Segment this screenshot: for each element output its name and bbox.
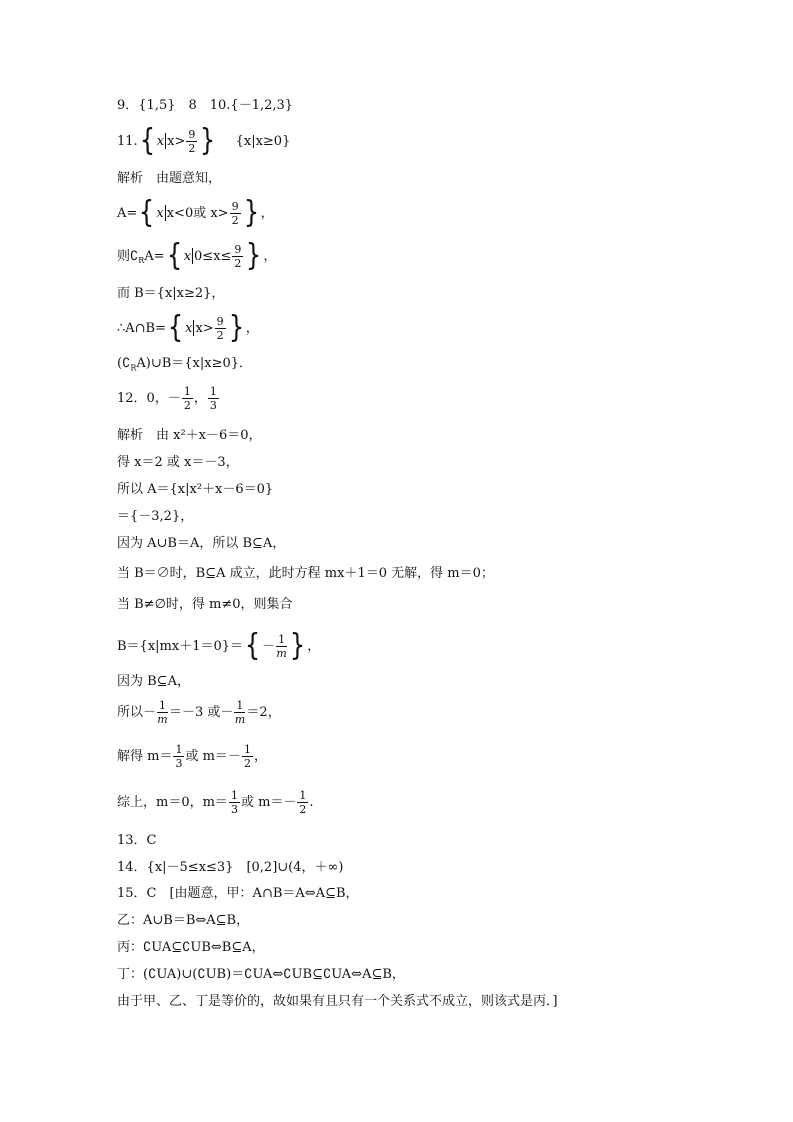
analysis-12-line-1: 解析 由 x²＋x－6＝0， xyxy=(117,428,262,443)
analysis-12-line-4: ＝{－3,2}， xyxy=(117,509,194,524)
complement-a: 则$∁_RA=${ x 0≤x≤ $\frac{9}{2}$ } ， xyxy=(117,238,277,273)
analysis-12-line-2: 得 x＝2 或 x＝－3， xyxy=(117,455,239,470)
fraction: $\frac{9}{2}$ xyxy=(188,127,196,155)
conclusion-line: 由于甲、乙、丁是等价的，故如果有且只有一个关系式不成立，则该式是丙．] xyxy=(117,994,558,1009)
analysis-12-line-3: 所以 A＝{x|x²＋x－6＝0} xyxy=(117,482,274,497)
analysis-12-line-6: 当 B＝∅时，B⊆A 成立，此时方程 mx＋1＝0 无解，得 m＝0； xyxy=(117,566,494,581)
answer-14: 14．{x|－5≤x≤3} [0,2]∪(4，＋∞) xyxy=(117,860,344,875)
solve-line: 解得 m＝ $\frac{1}{3}$ 或 m＝－ $\frac{1}{2}$ ， xyxy=(117,743,267,770)
statement-yi: 乙：A∪B＝B⇔A⊆B， xyxy=(117,913,250,928)
set-b-definition: 而 B＝{x|x≥2}， xyxy=(117,286,225,301)
statement-ding: 丁：(∁UA)∪(∁UB)＝∁UA⇔∁UB⊆∁UA⇔A⊆B， xyxy=(117,967,405,982)
right-brace: } xyxy=(200,123,216,158)
union-line: $(∁_RA)\cup B=\{x|x\ge 0\}$． xyxy=(117,356,253,373)
answers-9-10: 9．{1,5} 8 10.{－1,2,3} xyxy=(117,98,294,113)
because-line: 因为 B⊆A， xyxy=(117,674,190,689)
set-b-mx: B＝{x|mx＋1＝0}＝{ － $\frac{1}{m}$ } ， xyxy=(117,628,321,663)
statement-bing: 丙：∁UA⊆∁UB⇔B⊆A， xyxy=(117,940,265,955)
summary-line: 综上，m＝0，m＝ $\frac{1}{3}$ 或 m＝－ $\frac{1}{2}$ . xyxy=(117,789,314,816)
analysis-12-line-7: 当 B≠∅时，得 m≠0，则集合 xyxy=(117,597,293,612)
so-line: 所以－ $\frac{1}{m}$ ＝－3 或－ $\frac{1}{m}$ ＝2， xyxy=(117,699,281,726)
intersection-a-b: ∴A∩B={ x x> $\frac{9}{2}$ } ， xyxy=(117,310,259,345)
answer-12: 12．0，－ $\frac{1}{2}$ ， $\frac{1}{3}$ xyxy=(117,385,217,412)
answer-11: 11.{ x x> $\frac{9}{2}$ } {x|x≥0} xyxy=(117,123,291,158)
answer-13: 13．C xyxy=(117,833,157,848)
analysis-11-heading: 解析 由题意知， xyxy=(117,171,222,186)
left-brace: { xyxy=(139,123,155,158)
analysis-12-line-5: 因为 A∪B＝A，所以 B⊆A， xyxy=(117,536,286,551)
answer-15: 15．C [由题意，甲：A∩B＝A⇔A⊆B， xyxy=(117,886,359,901)
set-a-definition: A={ x x<0或 x> $\frac{9}{2}$ } ， xyxy=(117,195,274,230)
